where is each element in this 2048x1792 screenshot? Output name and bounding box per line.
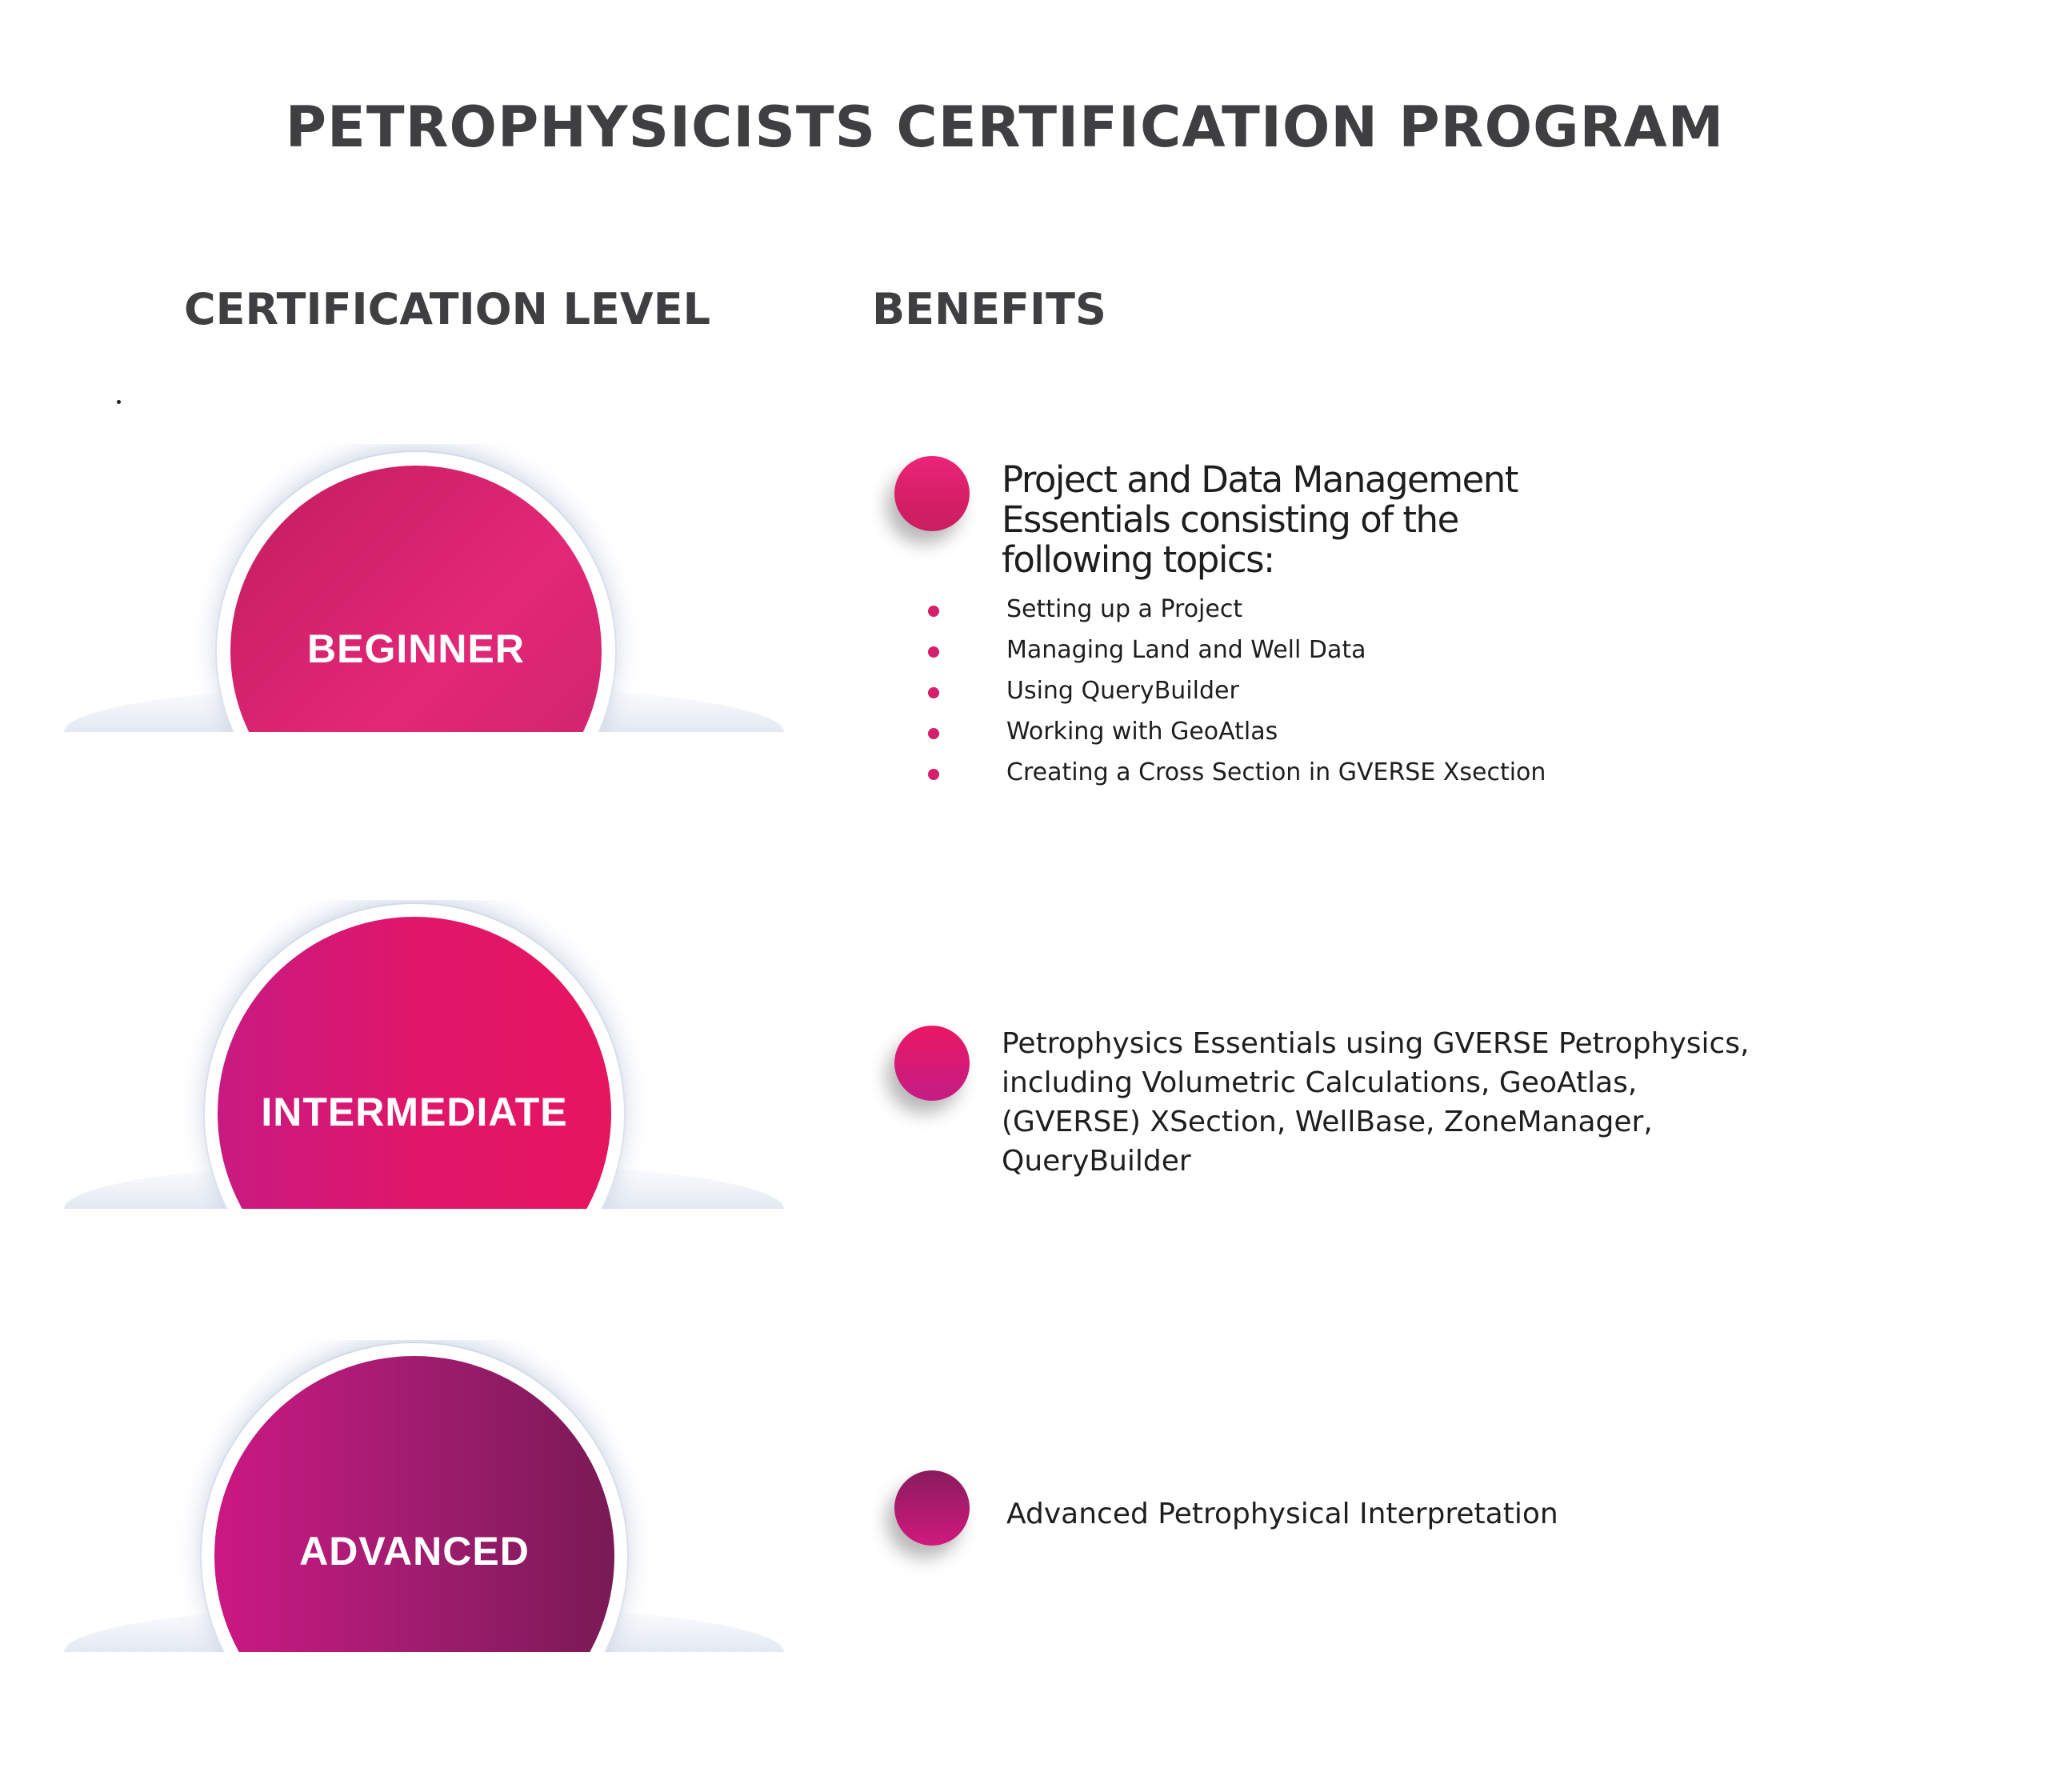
list-item xyxy=(928,755,1546,796)
level-badge-beginner xyxy=(32,444,816,732)
topic-text: Managing Land and Well Data xyxy=(1006,636,1366,664)
list-item xyxy=(928,592,1546,633)
topic-text: Setting up a Project xyxy=(1006,595,1243,623)
list-item xyxy=(928,714,1546,755)
benefit-heading-beginner: Project and Data Management Essentials consisting of the following topics: xyxy=(1002,458,1518,581)
level-label-beginner: BEGINNER xyxy=(307,626,525,671)
bullet-icon xyxy=(928,687,939,698)
stray-dot xyxy=(117,400,121,404)
level-badge-intermediate xyxy=(32,900,816,1209)
level-label-advanced: ADVANCED xyxy=(299,1529,530,1574)
bullet-icon xyxy=(928,606,939,617)
benefit-marker-intermediate xyxy=(894,1026,970,1101)
benefit-text-advanced: Advanced Petrophysical Interpretation xyxy=(1006,1498,1558,1530)
page-title: PETROPHYSICISTS CERTIFICATION PROGRAM xyxy=(285,94,1725,160)
bullet-icon xyxy=(928,769,939,780)
benefit-text-intermediate: Petrophysics Essentials using GVERSE Petrophysics, including Volumetric Calculations, GeoAtlas, (GVERSE) XSection, WellBase, ZoneManager, QueryBuilder xyxy=(1002,1027,1750,1178)
level-badge-advanced xyxy=(32,1340,816,1652)
level-label-intermediate: INTERMEDIATE xyxy=(261,1090,568,1134)
benefit-marker-beginner xyxy=(894,456,970,531)
topic-text: Working with GeoAtlas xyxy=(1006,718,1278,746)
certification-level-heading: CERTIFICATION LEVEL xyxy=(184,284,711,334)
topic-text: Using QueryBuilder xyxy=(1006,677,1239,705)
beginner-topic-list xyxy=(928,592,1546,796)
benefit-marker-advanced xyxy=(894,1470,970,1546)
list-item xyxy=(928,674,1546,714)
list-item xyxy=(928,633,1546,674)
bullet-icon xyxy=(928,728,939,739)
topic-text: Creating a Cross Section in GVERSE Xsection xyxy=(1006,758,1546,786)
benefits-heading: BENEFITS xyxy=(872,284,1106,334)
bullet-icon xyxy=(928,646,939,658)
